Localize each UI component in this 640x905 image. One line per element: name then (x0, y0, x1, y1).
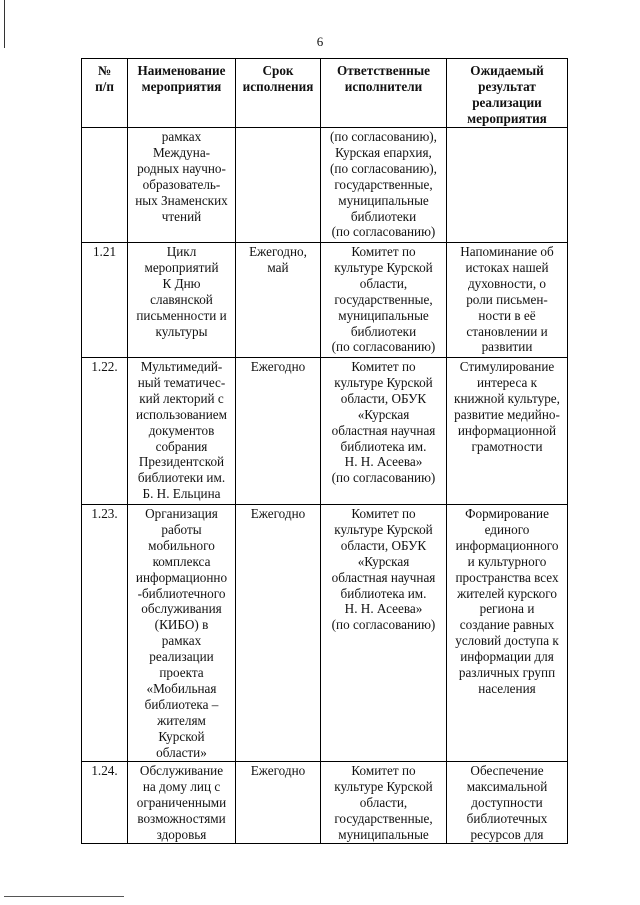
row-number: 1.24. (82, 762, 128, 844)
row-expected-result: Напоминание об истоках нашей духовности, о роли письмен- ности в её становлении и развитии (447, 243, 568, 358)
row-event-name: Обслуживание на дому лиц с ограниченными возможностями здоровья (128, 762, 236, 844)
page-number: 6 (316, 34, 324, 49)
row-responsible: Комитет по культуре Курской области, ОБУК «Курская областная научная библиотека им. Н. Н. Асеева» (по согласованию) (321, 505, 447, 762)
row-expected-result: Формирование единого информационного и культурного пространства всех жителей курского региона и создание равных условий доступа к информации для различных групп населения (447, 505, 568, 762)
row-event-name: Мультимедий- ный тематичес- кий лекторий с использованием документов собрания Президентской библиотеки им. Б. Н. Ельцина (128, 358, 236, 505)
header-number: № п/п (82, 59, 128, 128)
row-event-name: Цикл мероприятий К Дню славянской письменности и культуры (128, 243, 236, 358)
table-row (82, 128, 568, 243)
table-row (82, 358, 568, 505)
row-number: 1.22. (82, 358, 128, 505)
row-deadline: Ежегодно (236, 762, 321, 844)
row-deadline: Ежегодно (236, 358, 321, 505)
table-header-row (82, 59, 568, 128)
footer-line (4, 896, 124, 897)
table-row (82, 243, 568, 358)
table-row (82, 762, 568, 844)
table-row (82, 505, 568, 762)
row-responsible: (по согласованию), Курская епархия, (по согласованию), государственные, муниципальные библиотеки (по согласованию) (321, 128, 447, 243)
row-number (82, 128, 128, 243)
row-responsible: Комитет по культуре Курской области, государственные, муниципальные библиотеки (по согласованию) (321, 243, 447, 358)
row-expected-result: Стимулирование интереса к книжной культуре, развитие медийно- информационной грамотности (447, 358, 568, 505)
row-expected-result (447, 128, 568, 243)
row-responsible: Комитет по культуре Курской области, государственные, муниципальные (321, 762, 447, 844)
row-responsible: Комитет по культуре Курской области, ОБУК «Курская областная научная библиотека им. Н. Н. Асеева» (по согласованию) (321, 358, 447, 505)
row-deadline (236, 128, 321, 243)
header-expected-result: Ожидаемый результат реализации мероприятия (447, 59, 568, 128)
row-event-name: рамках Междуна- родных научно- образователь- ных Знаменских чтений (128, 128, 236, 243)
row-deadline: Ежегодно (236, 505, 321, 762)
row-event-name: Организация работы мобильного комплекса информационно -библиотечного обслуживания (КИБО) в рамках реализации проекта «Мобильная библиотека – жителям Курской области» (128, 505, 236, 762)
header-responsible: Ответственные исполнители (321, 59, 447, 128)
header-event-name: Наименование мероприятия (128, 59, 236, 128)
row-number: 1.21 (82, 243, 128, 358)
events-table (81, 58, 568, 844)
row-number: 1.23. (82, 505, 128, 762)
row-expected-result: Обеспечение максимальной доступности библиотечных ресурсов для (447, 762, 568, 844)
header-deadline: Срок исполнения (236, 59, 321, 128)
row-deadline: Ежегодно, май (236, 243, 321, 358)
